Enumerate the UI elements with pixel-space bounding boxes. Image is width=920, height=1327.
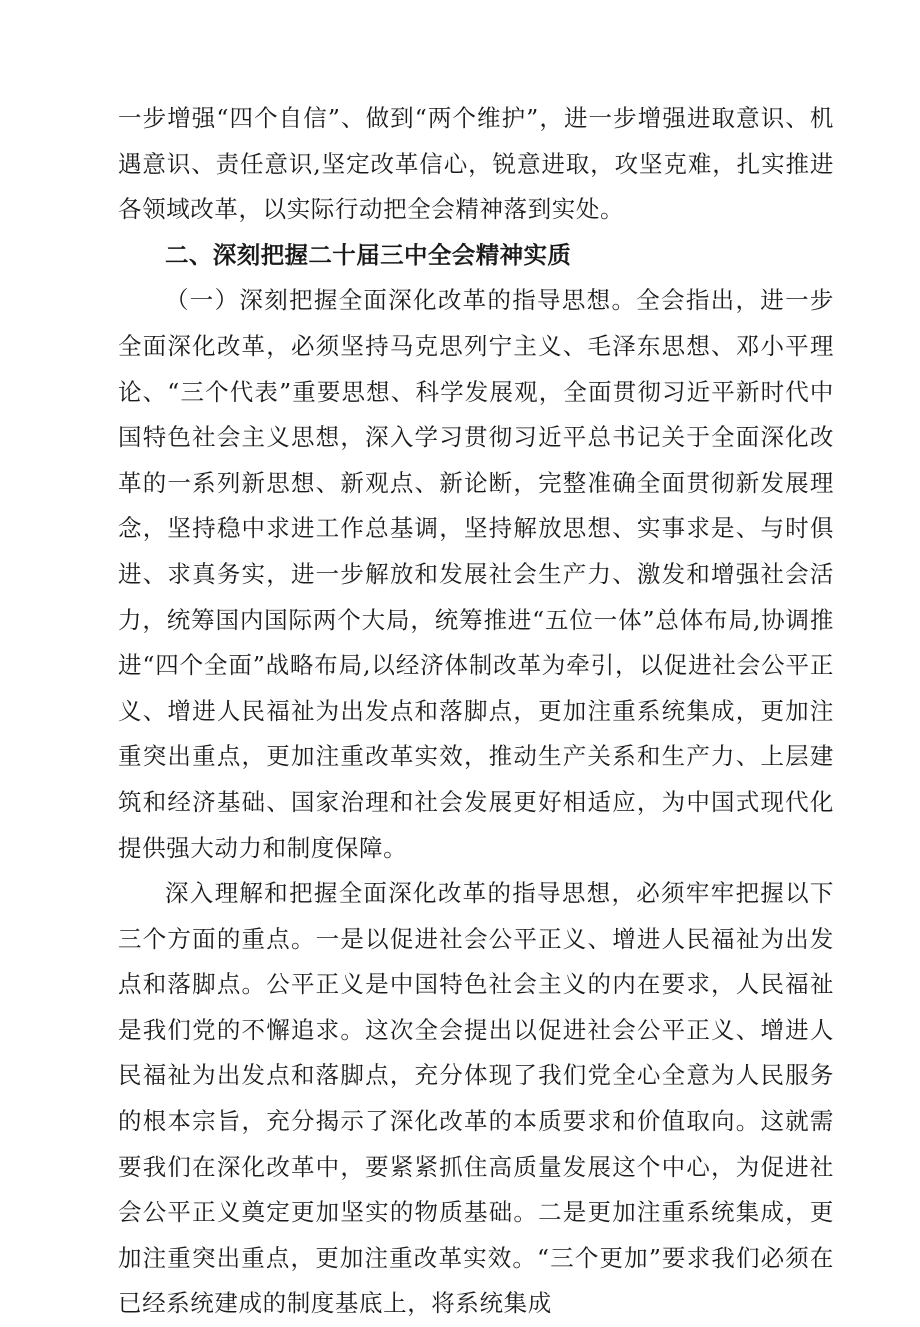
paragraph-intro-continuation: 一步增强“四个自信”、做到“两个维护”，进一步增强进取意识、机遇意识、责任意识,坚定改革信心，锐意进取，攻坚克难，扎实推进各领域改革，以实际行动把全会精神落到实处。 bbox=[118, 104, 834, 224]
paragraph-guiding-thought: （一）深刻把握全面深化改革的指导思想。全会指出，进一步全面深化改革，必须坚持马克思列宁主义、毛泽东思想、邓小平理论、“三个代表”重要思想、科学发展观，全面贯彻习近平新时代中国特色社会主义思想，深入学习贯彻习近平总书记关于全面深化改革的一系列新思想、新观点、新论断，完整准确全面贯彻新发展理念，坚持稳中求进工作总基调，坚持解放思想、实事求是、与时俱进、求真务实，进一步解放和发展社会生产力、激发和增强社会活力，统筹国内国际两个大局，统筹推进“五位一体”总体布局,协调推进“四个全面”战略布局,以经济体制改革为牵引，以促进社会公平正义、增进人民福祉为出发点和落脚点，更加注重系统集成，更加注重突出重点，更加注重改革实效，推动生产关系和生产力、上层建筑和经济基础、国家治理和社会发展更好相适应，为中国式现代化提供强大动力和制度保障。 bbox=[118, 286, 834, 862]
document-page bbox=[118, 96, 834, 1327]
section-heading: 二、深刻把握二十届三中全会精神实质 bbox=[165, 240, 572, 269]
paragraph-understanding: 深入理解和把握全面深化改革的指导思想，必须牢牢把握以下三个方面的重点。一是以促进社会公平正义、增进人民福祉为出发点和落脚点。公平正义是中国特色社会主义的内在要求，人民福祉是我们党的不懈追求。这次全会提出以促进社会公平正义、增进人民福祉为出发点和落脚点，充分体现了我们党全心全意为人民服务的根本宗旨，充分揭示了深化改革的本质要求和价值取向。这就需要我们在深化改革中，要紧紧抓住高质量发展这个中心，为促进社会公平正义奠定更加坚实的物质基础。二是更加注重系统集成，更加注重突出重点，更加注重改革实效。“三个更加”要求我们必须在已经系统建成的制度基底上，将系统集成 bbox=[118, 879, 834, 1318]
